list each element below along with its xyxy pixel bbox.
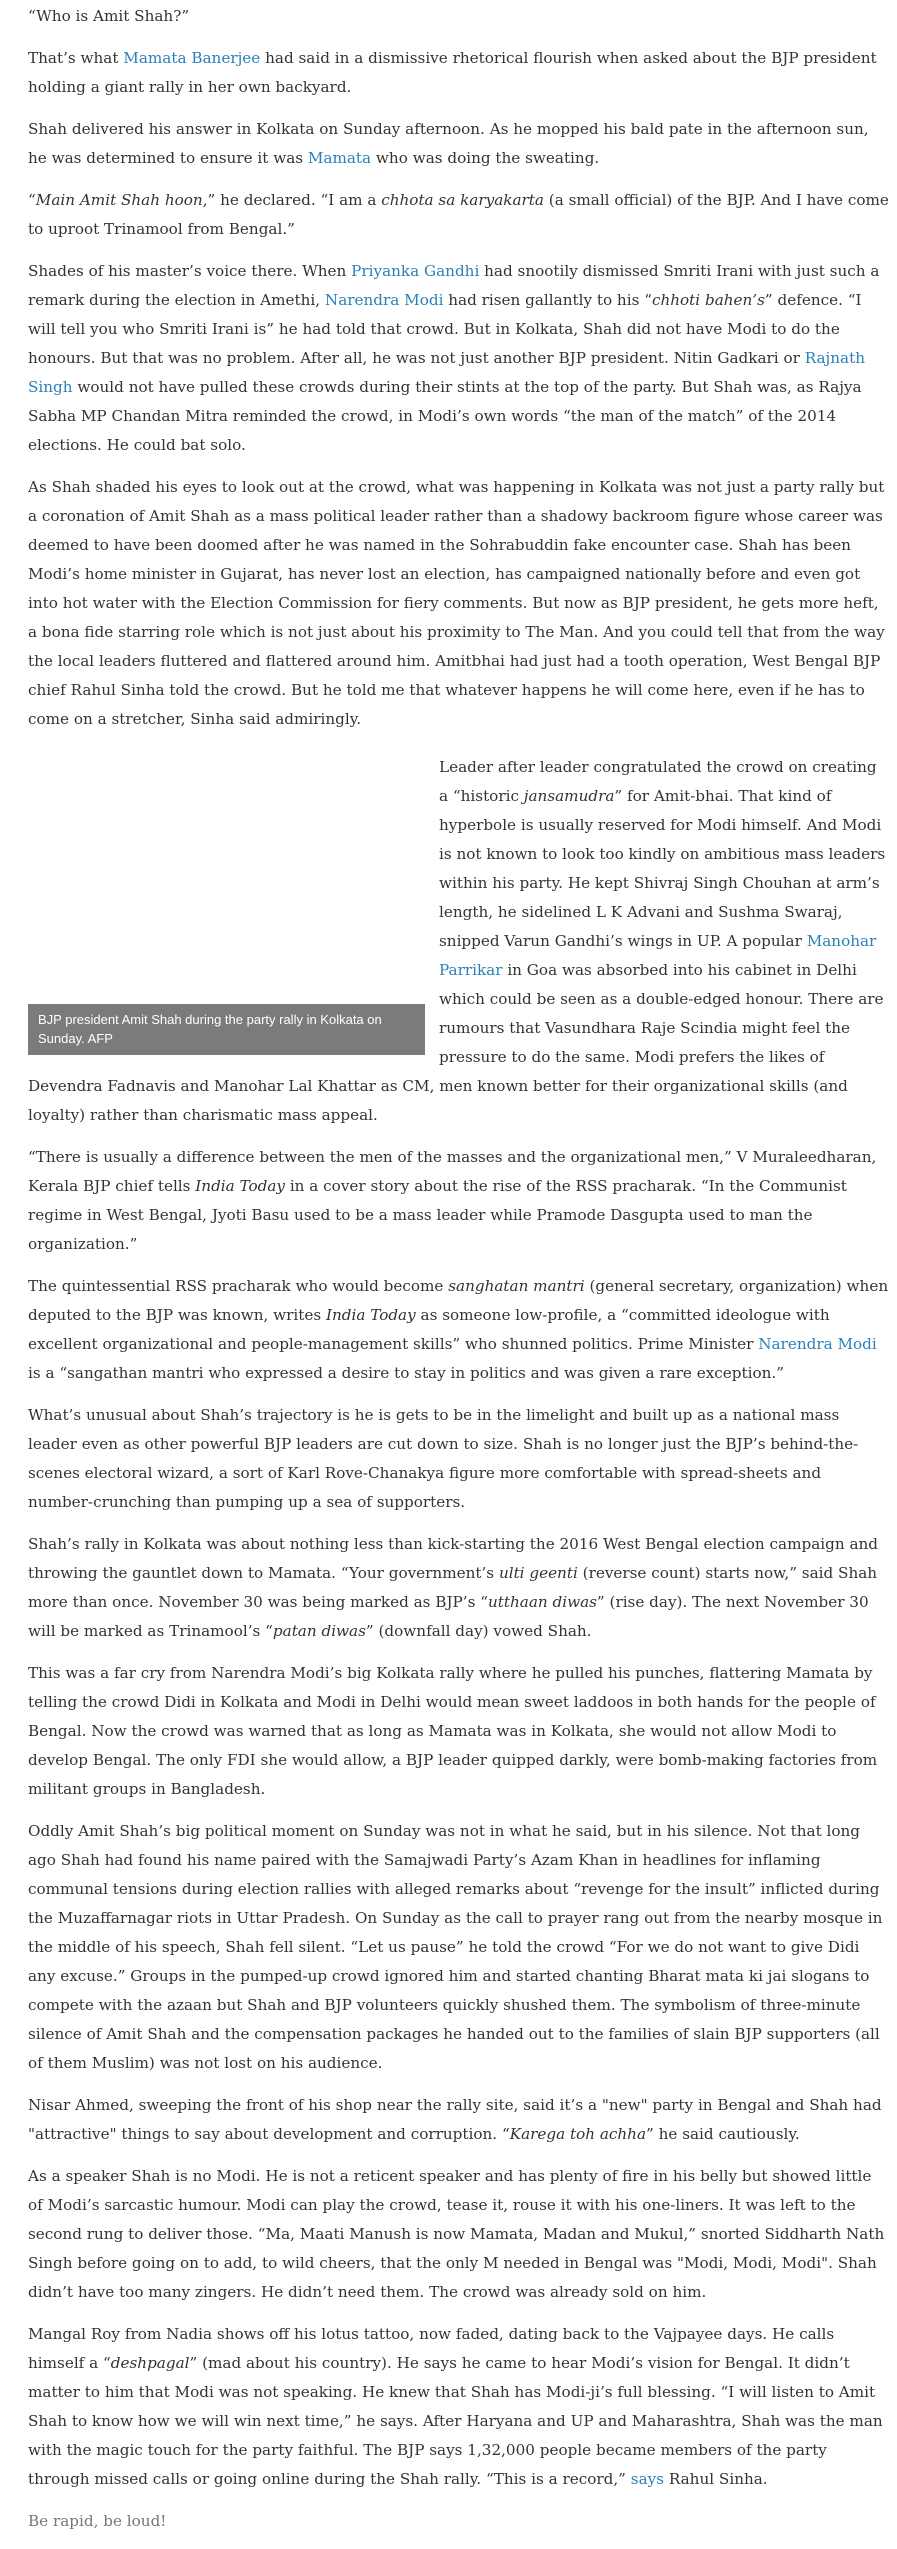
- text: That’s what: [28, 49, 124, 67]
- text: “: [28, 191, 36, 209]
- text: (general secretary, organization) when deputed to the BJP was known, writes: [28, 1277, 889, 1324]
- text: ” defence. “I will tell you who Smriti Irani is” he had told that crowd. But in Kolkata, Shah did not have Modi to do the honours. But that was no problem. After all, he was not just another BJP president. Nitin Gadkari or: [28, 291, 862, 367]
- paragraph-11: [28, 1530, 890, 1646]
- figure-caption: BJP president Amit Shah during the party rally in Kolkata on Sunday. AFP: [28, 1004, 425, 1055]
- italic-text: patan diwas: [272, 1622, 366, 1640]
- text: ” he said cautiously.: [646, 2125, 800, 2143]
- text: “There is usually a difference between the men of the masses and the organizational men,” V Muraleedharan, Kerala BJP chief tells: [28, 1148, 877, 1195]
- text: (a small official) of the BJP. And I have come to uproot Trinamool from Bengal.”: [28, 191, 889, 238]
- italic-text: India Today: [195, 1177, 285, 1195]
- italic-text: utthaan diwas: [488, 1593, 597, 1611]
- text: Mangal Roy from Nadia shows off his lotus tattoo, now faded, dating back to the Vajpayee days. He calls himself a “: [28, 2325, 835, 2372]
- text: would not have pulled these crowds during their stints at the top of the party. But Shah was, as Rajya Sabha MP Chandan Mitra reminded the crowd, in Modi’s own words “the man of the match” of the 2014 elections. He could bat solo.: [28, 378, 862, 454]
- paragraph-8: [28, 1143, 890, 1259]
- italic-text: India Today: [326, 1306, 416, 1324]
- paragraph-2: [28, 44, 890, 102]
- text: Leader after leader congratulated the crowd on creating a “historic: [439, 758, 877, 805]
- text: ” (mad about his country). He says he came to hear Modi’s vision for Bengal. It didn’t matter to him that Modi was not speaking. He knew that Shah has Modi-ji’s full blessing. “I will listen to Amit Shah to know how we will win next time,” he says. After Haryana and UP and Maharashtra, Shah was the man with the magic touch for the party faithful. The BJP says 1,32,000 people became members of the party through missed calls or going online during the Shah rally. “This is a record,”: [28, 2354, 883, 2488]
- text: in Goa was absorbed into his cabinet in Delhi which could be seen as a double-edged honour. There are rumours that Vasundhara Raje Scindia might feel the pressure to do the same. Modi prefers the likes of Devendra Fadnavis and Manohar Lal Khattar as CM, men known better for their organizational skills (and loyalty) rather than charismatic mass appeal.: [28, 961, 884, 1124]
- paragraph-3: [28, 115, 890, 173]
- link-rajnath-singh[interactable]: Rajnath Singh: [28, 349, 865, 396]
- text: had risen gallantly to his “: [443, 291, 652, 309]
- paragraph-4: [28, 186, 890, 244]
- link-narendra-modi[interactable]: Narendra Modi: [758, 1335, 877, 1353]
- paragraph-16: [28, 2320, 890, 2494]
- text: Shah delivered his answer in Kolkata on Sunday afternoon. As he mopped his bald pate in the afternoon sun, he was determined to ensure it was: [28, 120, 869, 167]
- paragraph-5: [28, 257, 890, 460]
- italic-text: deshpagal: [110, 2354, 190, 2372]
- link-mamata-banerjee[interactable]: Mamata Banerjee: [123, 49, 261, 67]
- text: ” (downfall day) vowed Shah.: [365, 1622, 592, 1640]
- text: ” (rise day). The next November 30 will be marked as Trinamool’s “: [28, 1593, 869, 1640]
- text: ” for Amit-bhai. That kind of hyperbole is usually reserved for Modi himself. And Modi is not known to look too kindly on ambitious mass leaders within his party. He kept Shivraj Singh Chouhan at arm’s length, he sidelined L K Advani and Sushma Swaraj, snipped Varun Gandhi’s wings in UP. A popular: [439, 787, 886, 950]
- link-says[interactable]: says: [630, 2470, 665, 2488]
- text: Shah’s rally in Kolkata was about nothing less than kick-starting the 2016 West Bengal election campaign and throwing the gauntlet down to Mamata. “Your government’s: [28, 1535, 879, 1582]
- paragraph-1: “Who is Amit Shah?”: [28, 7, 190, 25]
- text: ,” he declared. “I am a: [202, 191, 382, 209]
- text: who was doing the sweating.: [371, 149, 600, 167]
- article-figure: [28, 755, 425, 1065]
- link-narendra-modi[interactable]: Narendra Modi: [324, 291, 444, 309]
- link-manohar-parrikar[interactable]: Manohar Parrikar: [439, 932, 877, 979]
- text: had snootily dismissed Smriti Irani with just such a remark during the election in Amethi,: [28, 262, 880, 309]
- paragraph-14: [28, 2091, 890, 2149]
- italic-text: jansamudra: [523, 787, 615, 805]
- article-body: [28, 0, 890, 2549]
- text: had said in a dismissive rhetorical flourish when asked about the BJP president holding a giant rally in her own backyard.: [28, 49, 877, 96]
- italic-text: sanghatan mantri: [448, 1277, 585, 1295]
- text: Rahul Sinha.: [664, 2470, 768, 2488]
- paragraph-13: Oddly Amit Shah’s big political moment on Sunday was not in what he said, but in his silence. Not that long ago Shah had found his name paired with the Samajwadi Party’s Azam Khan in headlines for inflaming communal tensions during election rallies with alleged remarks about “revenge for the insult” inflicted during the Muzaffarnagar riots in Uttar Pradesh. On Sunday as the call to prayer rang out from the nearby mosque in the middle of his speech, Shah fell silent. “Let us pause” he told the crowd “For we do not want to give Didi any excuse.” Groups in the pumped-up crowd ignored him and started chanting Bharat mata ki jai slogans to compete with the azaan but Shah and BJP volunteers quickly shushed them. The symbolism of three-minute silence of Amit Shah and the compensation packages he handed out to the families of slain BJP supporters (all of them Muslim) was not lost on his audience.: [28, 1822, 883, 2072]
- paragraph-17: Be rapid, be loud!: [28, 2512, 167, 2530]
- paragraph-12: This was a far cry from Narendra Modi’s big Kolkata rally where he pulled his punches, flattering Mamata by telling the crowd Didi in Kolkata and Modi in Delhi would mean sweet laddoos in both hands for the people of Bengal. Now the crowd was warned that as long as Mamata was in Kolkata, she would not allow Modi to develop Bengal. The only FDI she would allow, a BJP leader quipped darkly, were bomb-making factories from militant groups in Bangladesh.: [28, 1664, 878, 1798]
- italic-text: Karega toh achha: [509, 2125, 647, 2143]
- text: The quintessential RSS pracharak who would become: [28, 1277, 449, 1295]
- paragraph-15: As a speaker Shah is no Modi. He is not a reticent speaker and has plenty of fire in his belly but showed little of Modi’s sarcastic humour. Modi can play the crowd, tease it, rouse it with his one-liners. It was left to the second rung to deliver those. “Ma, Maati Manush is now Mamata, Madan and Mukul,” snorted Siddharth Nath Singh before going on to add, to wild cheers, that the only M needed in Bengal was "Modi, Modi, Modi". Shah didn’t have too many zingers. He didn’t need them. The crowd was already sold on him.: [28, 2167, 885, 2301]
- text: Shades of his master’s voice there. When: [28, 262, 352, 280]
- text: as someone low-profile, a “committed ideologue with excellent organizational and people-management skills” who shunned politics. Prime Minister: [28, 1306, 830, 1353]
- text: (reverse count) starts now,” said Shah more than once. November 30 was being marked as BJP’s “: [28, 1564, 878, 1611]
- text: is a “sangathan mantri who expressed a desire to stay in politics and was given a rare exception.”: [28, 1364, 784, 1382]
- paragraph-9: [28, 1272, 890, 1388]
- text: Nisar Ahmed, sweeping the front of his shop near the rally site, said it’s a "new" party in Bengal and Shah had "attractive" things to say about development and corruption. “: [28, 2096, 882, 2143]
- link-mamata[interactable]: Mamata: [307, 149, 372, 167]
- link-priyanka-gandhi[interactable]: Priyanka Gandhi: [351, 262, 480, 280]
- italic-text: Main Amit Shah hoon: [35, 191, 203, 209]
- paragraph-6: As Shah shaded his eyes to look out at the crowd, what was happening in Kolkata was not just a party rally but a coronation of Amit Shah as a mass political leader rather than a shadowy backroom figure whose career was deemed to have been doomed after he was named in the Sohrabuddin fake encounter case. Shah has been Modi’s home minister in Gujarat, has never lost an election, has campaigned nationally before and even got into hot water with the Election Commission for fiery comments. But now as BJP president, he gets more heft, a bona fide starring role which is not just about his proximity to The Man. And you could tell that from the way the local leaders fluttered and flattered around him. Amitbhai had just had a tooth operation, West Bengal BJP chief Rahul Sinha told the crowd. But he told me that whatever happens he will come here, even if he has to come on a stretcher, Sinha said admiringly.: [28, 478, 885, 728]
- italic-text: ulti geenti: [498, 1564, 578, 1582]
- italic-text: chhoti bahen’s: [651, 291, 765, 309]
- text: in a cover story about the rise of the RSS pracharak. “In the Communist regime in West Bengal, Jyoti Basu used to be a mass leader while Pramode Dasgupta used to man the organization.”: [28, 1177, 847, 1253]
- paragraph-10: What’s unusual about Shah’s trajectory is he is gets to be in the limelight and built up as a national mass leader even as other powerful BJP leaders are cut down to size. Shah is no longer just the BJP’s behind-the-scenes electoral wizard, a sort of Karl Rove-Chanakya figure more comfortable with spread-sheets and number-crunching than pumping up a sea of supporters.: [28, 1406, 859, 1511]
- italic-text: chhota sa karyakarta: [381, 191, 544, 209]
